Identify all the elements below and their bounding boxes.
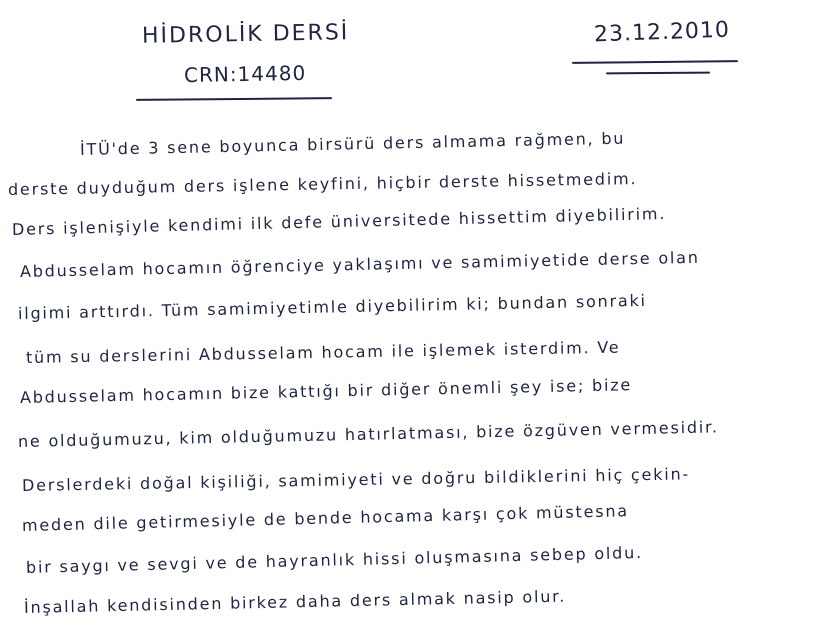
date-underline-bottom [606,72,710,75]
body-line: Abdusselam hocamın bize kattığı bir diğer önemli şey ise; bize [19,375,633,407]
date-underline-top [572,60,738,64]
body-line: tüm su derslerini Abdusselam hocam ile işlemek isterdim. Ve [25,337,621,367]
body-line: derste duyduğum ders işlene keyfini, hiçbir derste hissetmedim. [7,169,638,199]
body-line: Derslerdeki doğal kişiliği, samimiyeti ve doğru bildiklerini hiç çekin- [21,464,691,495]
body-line: Abdusselam hocamın öğrenciye yaklaşımı ve samimiyetide derse olan [19,247,700,281]
body-line: İTÜ'de 3 sene boyunca birsürü ders almama rağmen, bu [79,128,626,159]
body-line: bir saygı ve sevgi ve de hayranlık hissi oluşmasına sebep oldu. [25,542,644,577]
body-line: Ders işlenişiyle kendimi ilk defe üniversitede hissettim diyebilirim. [11,204,667,239]
body-line: ne olduğumuzu, kim olduğumuzu hatırlatması, bize özgüven vermesidir. [17,417,720,451]
title-underline [136,97,332,101]
body-line: İnşallah kendisinden birkez daha ders almak nasip olur. [23,586,567,617]
body-line: ilgimi arttırdı. Tüm samimiyetimle diyebilirim ki; bundan sonraki [17,290,647,323]
body-line: meden dile getirmesiyle de bende hocama karşı çok müstesna [21,501,630,535]
page-date: 23.12.2010 [593,17,731,48]
course-crn: CRN:14480 [183,60,307,88]
page-title: HİDROLİK DERSİ [141,20,350,49]
